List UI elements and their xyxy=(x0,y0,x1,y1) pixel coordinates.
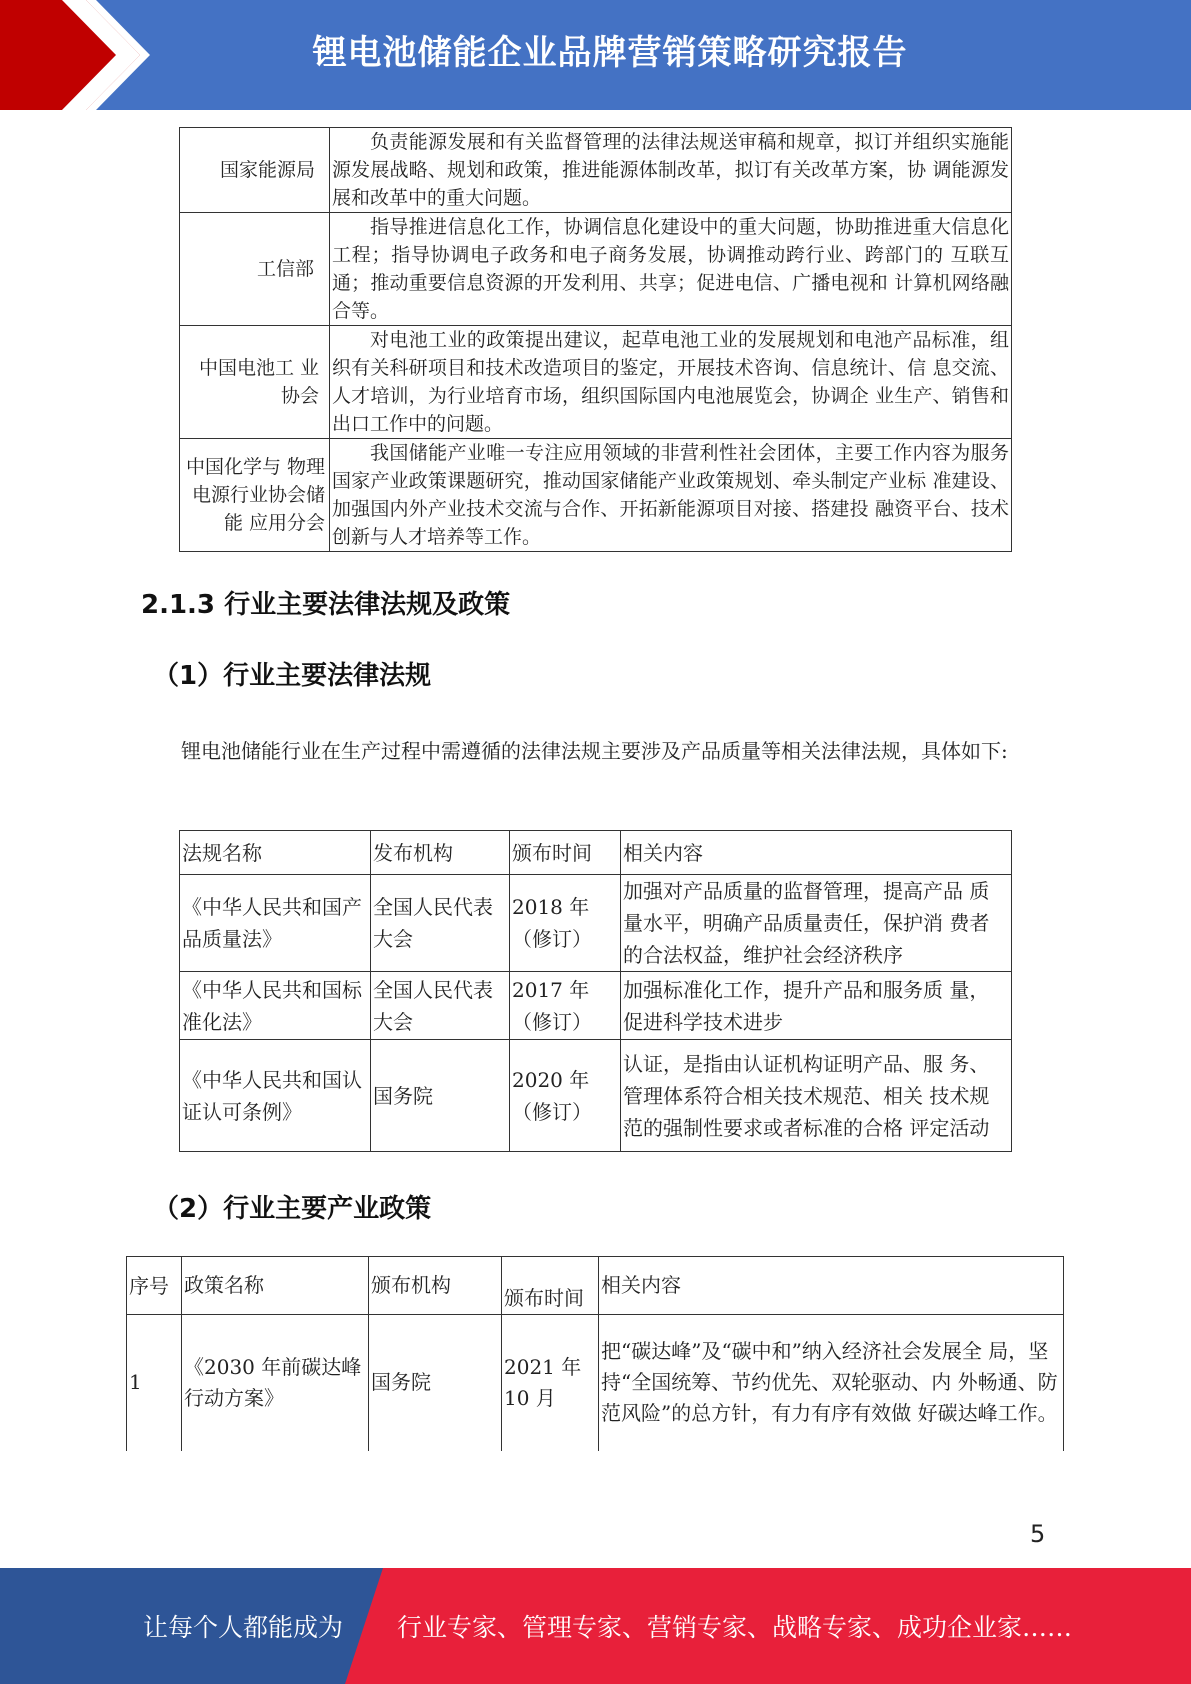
column-header: 序号 xyxy=(127,1257,182,1315)
agency-name: 工信部 xyxy=(180,213,330,326)
column-header: 相关内容 xyxy=(599,1257,1064,1315)
law-content: 加强标准化工作，提升产品和服务质 量，促进科学技术进步 xyxy=(621,972,1012,1040)
footer-slogan-right: 行业专家、管理专家、营销专家、战略专家、成功企业家…… xyxy=(397,1613,1073,1642)
law-name: 《中华人民共和国认证认可条例》 xyxy=(180,1040,371,1152)
law-name: 《中华人民共和国标准化法》 xyxy=(180,972,371,1040)
table-row xyxy=(180,326,1012,439)
table-row xyxy=(180,439,1012,552)
law-name: 《中华人民共和国产品质量法》 xyxy=(180,875,371,972)
column-header: 法规名称 xyxy=(180,831,371,875)
subsection-heading-policy: （2）行业主要产业政策 xyxy=(153,1194,432,1224)
agency-desc: 负责能源发展和有关监督管理的法律法规送审稿和规章，拟订并组织实施能源发展战略、规划和政策，推进能源体制改革，拟订有关改革方案，协 调能源发展和改革中的重大问题。 xyxy=(330,128,1012,213)
column-header: 发布机构 xyxy=(371,831,510,875)
policy-issuer: 国务院 xyxy=(369,1315,502,1451)
column-header: 颁布时间 xyxy=(502,1257,599,1315)
agency-desc: 指导推进信息化工作，协调信息化建设中的重大问题，协助推进重大信息化工程；指导协调电子政务和电子商务发展，协调推动跨行业、跨部门的 互联互通；推动重要信息资源的开发利用、共享；促进电信、广播电视和 计算机网络融合等。 xyxy=(330,213,1012,326)
law-content: 认证，是指由认证机构证明产品、服 务、管理体系符合相关技术规范、相关 技术规范的强制性要求或者标准的合格 评定活动 xyxy=(621,1040,1012,1152)
table-header-row xyxy=(180,831,1012,875)
header-red-chevron xyxy=(0,0,160,110)
policy-content: 把“碳达峰”及“碳中和”纳入经济社会发展全 局，坚持“全国统筹、节约优先、双轮驱动、内 外畅通、防范风险”的总方针，有力有序有效做 好碳达峰工作。 xyxy=(599,1315,1064,1451)
section-heading: 2.1.3 行业主要法律法规及政策 xyxy=(141,590,511,620)
table-row xyxy=(180,972,1012,1040)
table-row xyxy=(180,875,1012,972)
table-header-row xyxy=(127,1257,1064,1315)
law-issuer: 全国人民代表大会 xyxy=(371,972,510,1040)
page-header xyxy=(0,0,1191,110)
law-date: 2017 年（修订） xyxy=(510,972,621,1040)
agencies-table xyxy=(179,127,1012,552)
column-header: 相关内容 xyxy=(621,831,1012,875)
agency-name: 中国电池工 业协会 xyxy=(180,326,330,439)
law-date: 2018 年（修订） xyxy=(510,875,621,972)
policy-name: 《2030 年前碳达峰行动方案》 xyxy=(182,1315,369,1451)
table-row xyxy=(180,213,1012,326)
agency-desc: 对电池工业的政策提出建议，起草电池工业的发展规划和电池产品标准，组织有关科研项目和技术改造项目的鉴定，开展技术咨询、信息统计、信 息交流、人才培训，为行业培育市场，组织国际国内电池展览会，协调企 业生产、销售和出口工作中的问题。 xyxy=(330,326,1012,439)
subsection-heading-laws: （1）行业主要法律法规 xyxy=(153,661,432,691)
agency-name: 中国化学与 物理电源行业协会储能 应用分会 xyxy=(180,439,330,552)
laws-table xyxy=(179,830,1012,1152)
table-row xyxy=(180,1040,1012,1152)
law-issuer: 全国人民代表大会 xyxy=(371,875,510,972)
policy-index: 1 xyxy=(127,1315,182,1451)
footer-slogan-left: 让每个人都能成为 xyxy=(143,1613,344,1642)
report-title: 锂电池储能企业品牌营销策略研究报告 xyxy=(312,33,908,73)
law-content: 加强对产品质量的监督管理，提高产品 质量水平，明确产品质量责任，保护消 费者的合法权益，维护社会经济秩序 xyxy=(621,875,1012,972)
table-row xyxy=(127,1315,1064,1451)
page-number: 5 xyxy=(1030,1520,1046,1548)
page-footer xyxy=(0,1568,1191,1684)
agency-name: 国家能源局 xyxy=(180,128,330,213)
column-header: 颁布机构 xyxy=(369,1257,502,1315)
column-header: 政策名称 xyxy=(182,1257,369,1315)
law-issuer: 国务院 xyxy=(371,1040,510,1152)
column-header: 颁布时间 xyxy=(510,831,621,875)
agency-desc: 我国储能产业唯一专注应用领域的非营利性社会团体，主要工作内容为服务国家产业政策课题研究，推动国家储能产业政策规划、牵头制定产业标 准建设、加强国内外产业技术交流与合作、开拓新能源项目对接、搭建投 融资平台、技术创新与人才培养等工作。 xyxy=(330,439,1012,552)
laws-intro-paragraph: 锂电池储能行业在生产过程中需遵循的法律法规主要涉及产品质量等相关法律法规，具体如下: xyxy=(181,739,1008,763)
law-date: 2020 年（修订） xyxy=(510,1040,621,1152)
policy-table xyxy=(126,1256,1064,1451)
policy-date: 2021 年 10 月 xyxy=(502,1315,599,1451)
table-row xyxy=(180,128,1012,213)
